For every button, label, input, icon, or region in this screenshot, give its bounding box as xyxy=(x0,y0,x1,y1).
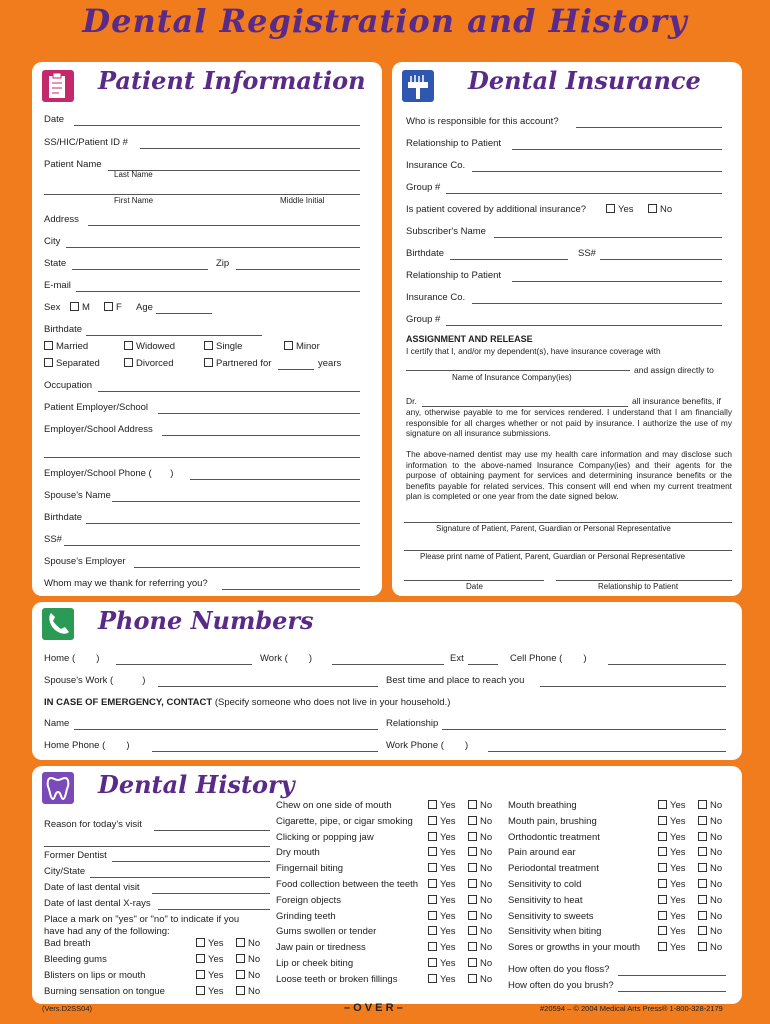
right-condition-yes-option[interactable]: Yes xyxy=(658,847,686,858)
mid-condition-no-option[interactable]: No xyxy=(468,974,492,985)
floss-label: How often do you floss? xyxy=(508,964,610,975)
left-condition-item-label: Bad breath xyxy=(44,938,91,949)
yes-checkbox[interactable] xyxy=(658,879,667,888)
dr-label: Dr. xyxy=(406,396,417,406)
no-checkbox[interactable] xyxy=(468,895,477,904)
company-names-caption: Name of Insurance Company(ies) xyxy=(452,373,572,382)
no-checkbox[interactable] xyxy=(468,863,477,872)
mid-condition-item-label: Dry mouth xyxy=(276,847,320,859)
right-condition-yes-option[interactable]: Yes xyxy=(658,800,686,811)
insurance-company-names-field[interactable] xyxy=(406,370,630,371)
date-field[interactable] xyxy=(74,125,360,126)
right-condition-no-option[interactable]: No xyxy=(698,816,722,827)
mid-condition-yes-option[interactable]: Yes xyxy=(428,816,456,827)
no-checkbox[interactable] xyxy=(236,986,245,995)
insurance-co2-field[interactable] xyxy=(472,303,722,304)
instructions-line-2: have had any of the following: xyxy=(44,926,170,937)
former-dentist-field[interactable] xyxy=(112,861,270,862)
mid-condition-item-label: Food collection between the teeth xyxy=(276,879,419,890)
spouse-name-label: Spouse's Name xyxy=(44,490,111,501)
tooth-icon xyxy=(42,772,74,804)
yes-checkbox[interactable] xyxy=(428,926,437,935)
right-condition-item-label: Periodontal treatment xyxy=(508,863,599,875)
work-phone-label: Work ( ) xyxy=(260,653,313,664)
mid-condition-item-label: Cigarette, pipe, or cigar smoking xyxy=(276,815,413,827)
mid-condition-yes-option[interactable]: Yes xyxy=(428,974,456,985)
middle-initial-caption: Middle Initial xyxy=(280,196,325,205)
subscriber-field[interactable] xyxy=(494,237,722,238)
right-condition-yes-option[interactable]: Yes xyxy=(658,879,686,890)
state-field[interactable] xyxy=(72,269,208,270)
last-xrays-label: Date of last dental X-rays xyxy=(44,898,151,909)
right-condition-yes-option[interactable]: Yes xyxy=(658,816,686,827)
right-condition-no-option[interactable]: No xyxy=(698,832,722,843)
last-name-caption: Last Name xyxy=(114,170,153,179)
yes-checkbox[interactable] xyxy=(428,863,437,872)
employer-address-field[interactable] xyxy=(162,435,360,436)
spouse-ss-field[interactable] xyxy=(64,545,360,546)
phone-panel xyxy=(32,602,742,760)
yes-checkbox[interactable] xyxy=(428,879,437,888)
best-time-label: Best time and place to reach you xyxy=(386,675,525,686)
emergency-home-label: Home Phone ( ) xyxy=(44,740,130,751)
mid-condition-item-label: Foreign objects xyxy=(276,894,341,906)
email-field[interactable] xyxy=(76,291,360,292)
minor-checkbox[interactable] xyxy=(284,341,293,350)
right-condition-item-label: Mouth pain, brushing xyxy=(508,815,597,827)
mid-condition-no-option[interactable]: No xyxy=(468,895,492,906)
relationship2-label: Relationship to Patient xyxy=(406,270,502,281)
no-checkbox[interactable] xyxy=(698,800,707,809)
partnered-option[interactable]: Partnered for xyxy=(204,358,271,369)
mid-condition-item-label: Lip or cheek biting xyxy=(276,958,354,969)
address-label: Address xyxy=(44,214,79,225)
emergency-label: IN CASE OF EMERGENCY, CONTACT (Specify someone who does not live in your household.) xyxy=(44,697,451,708)
employer-field[interactable] xyxy=(158,413,360,414)
benefits-text: any, otherwise payable to me for services rendered. I understand that I am financially responsible for all charges whether or not paid by insurance. I authorize the use of my signature on all insurance submissions. xyxy=(406,407,732,438)
version-code: (Vers.D2SS04) xyxy=(42,1004,93,1013)
subscriber-label: Subscriber's Name xyxy=(406,226,486,237)
mid-condition-item-label: Grinding teeth xyxy=(276,910,336,922)
mid-condition-item-label: Gums swollen or tender xyxy=(276,926,377,938)
ssid-field[interactable] xyxy=(140,148,360,149)
no-checkbox[interactable] xyxy=(698,911,707,920)
home-phone-label: Home ( ) xyxy=(44,653,100,664)
assign-directly-label: and assign directly to xyxy=(634,365,714,375)
employer-address-field-2[interactable] xyxy=(44,457,360,458)
mid-condition-yes-option[interactable]: Yes xyxy=(428,879,456,890)
right-condition-item-label: Pain around ear xyxy=(508,847,576,859)
former-dentist-label: Former Dentist xyxy=(44,850,107,861)
last-visit-label: Date of last dental visit xyxy=(44,882,140,893)
insurance-toothbrush-icon xyxy=(402,70,434,102)
emergency-relationship-label: Relationship xyxy=(386,718,439,729)
best-time-field[interactable] xyxy=(540,686,726,687)
mid-condition-yes-option[interactable]: Yes xyxy=(428,942,456,953)
yes-checkbox[interactable] xyxy=(196,986,205,995)
group-field[interactable] xyxy=(446,193,722,194)
mid-condition-no-option[interactable]: No xyxy=(468,863,492,874)
last-xrays-field[interactable] xyxy=(158,909,270,910)
no-checkbox[interactable] xyxy=(236,970,245,979)
responsible-label: Who is responsible for this account? xyxy=(406,116,559,127)
left-condition-no-option[interactable]: No xyxy=(236,938,260,949)
print-name-caption: Please print name of Patient, Parent, Guardian or Personal Representative xyxy=(420,552,686,561)
sex-m-checkbox[interactable] xyxy=(70,302,79,311)
mid-condition-yes-option[interactable]: Yes xyxy=(428,895,456,906)
left-condition-item-label: Blisters on lips or mouth xyxy=(44,970,146,981)
first-name-field[interactable] xyxy=(44,194,360,195)
print-name-field[interactable] xyxy=(404,550,732,551)
no-checkbox[interactable] xyxy=(698,847,707,856)
right-condition-item-label: Sensitivity to sweets xyxy=(508,910,594,922)
email-label: E-mail xyxy=(44,280,71,291)
no-checkbox[interactable] xyxy=(468,974,477,983)
sub-birthdate-label: Birthdate xyxy=(406,248,445,259)
insurance-header: Dental Insurance xyxy=(468,66,701,95)
emergency-work-field[interactable] xyxy=(488,751,726,752)
right-condition-item-label: Orthodontic treatment xyxy=(508,831,600,843)
emergency-relationship-field[interactable] xyxy=(442,729,726,730)
left-condition-yes-option[interactable]: Yes xyxy=(196,954,224,965)
right-condition-yes-option[interactable]: Yes xyxy=(658,832,686,843)
no-checkbox[interactable] xyxy=(698,816,707,825)
sub-birthdate-field[interactable] xyxy=(450,259,568,260)
page-title: Dental Registration and History xyxy=(82,2,688,40)
rel-patient-field[interactable] xyxy=(556,580,732,581)
ext-label: Ext xyxy=(450,653,464,664)
left-condition-item-label: Burning sensation on tongue xyxy=(44,986,165,997)
phone-handset-icon xyxy=(42,608,74,640)
mid-condition-yes-option[interactable]: Yes xyxy=(428,911,456,922)
sex-m-option[interactable]: M xyxy=(70,302,90,313)
age-field[interactable] xyxy=(156,313,212,314)
additional-no-option[interactable]: No xyxy=(648,204,672,215)
left-condition-no-option[interactable]: No xyxy=(236,970,260,981)
additional-no-checkbox[interactable] xyxy=(648,204,657,213)
no-checkbox[interactable] xyxy=(236,938,245,947)
yes-checkbox[interactable] xyxy=(428,816,437,825)
insurance-panel xyxy=(392,62,742,596)
no-checkbox[interactable] xyxy=(468,816,477,825)
widowed-checkbox[interactable] xyxy=(124,341,133,350)
group-label: Group # xyxy=(406,182,441,193)
widowed-option[interactable]: Widowed xyxy=(124,341,175,352)
patient-header: Patient Information xyxy=(98,66,366,95)
right-condition-yes-option[interactable]: Yes xyxy=(658,863,686,874)
right-condition-item-label: Sensitivity to cold xyxy=(508,879,582,890)
no-checkbox[interactable] xyxy=(698,942,707,951)
insurance-co2-label: Insurance Co. xyxy=(406,292,466,303)
instructions-line-1: Place a mark on "yes" or "no" to indicate if you xyxy=(44,914,240,925)
left-condition-no-option[interactable]: No xyxy=(236,986,260,997)
floss-field[interactable] xyxy=(618,975,726,976)
relationship-label: Relationship to Patient xyxy=(406,138,502,149)
years-label: years xyxy=(318,358,342,369)
cell-phone-field[interactable] xyxy=(608,664,726,665)
single-checkbox[interactable] xyxy=(204,341,213,350)
yes-checkbox[interactable] xyxy=(428,800,437,809)
employer-label: Patient Employer/School xyxy=(44,402,149,413)
divorced-option[interactable]: Divorced xyxy=(124,358,174,369)
partnered-checkbox[interactable] xyxy=(204,358,213,367)
brush-field[interactable] xyxy=(618,991,726,992)
married-option[interactable]: Married xyxy=(44,341,88,352)
right-condition-no-option[interactable]: No xyxy=(698,911,722,922)
last-visit-field[interactable] xyxy=(152,893,270,894)
no-checkbox[interactable] xyxy=(698,863,707,872)
occupation-label: Occupation xyxy=(44,380,93,391)
referral-field[interactable] xyxy=(222,589,360,590)
right-condition-yes-option[interactable]: Yes xyxy=(658,926,686,937)
no-checkbox[interactable] xyxy=(468,879,477,888)
mid-condition-yes-option[interactable]: Yes xyxy=(428,958,456,969)
additional-yes-checkbox[interactable] xyxy=(606,204,615,213)
brush-label: How often do you brush? xyxy=(508,980,614,991)
no-checkbox[interactable] xyxy=(236,954,245,963)
signature-caption: Signature of Patient, Parent, Guardian or Personal Representative xyxy=(436,524,671,533)
right-condition-yes-option[interactable]: Yes xyxy=(658,942,686,953)
mid-condition-yes-option[interactable]: Yes xyxy=(428,847,456,858)
relationship2-field[interactable] xyxy=(512,281,722,282)
yes-checkbox[interactable] xyxy=(658,926,667,935)
city-label: City xyxy=(44,236,61,247)
sex-f-option[interactable]: F xyxy=(104,302,122,313)
employer-address-label: Employer/School Address xyxy=(44,424,153,435)
no-checkbox[interactable] xyxy=(468,832,477,841)
sub-ss-label: SS# xyxy=(578,248,596,259)
additional-yes-option[interactable]: Yes xyxy=(606,204,634,215)
phone-header: Phone Numbers xyxy=(98,606,314,635)
spouse-name-field[interactable] xyxy=(112,501,360,502)
right-condition-no-option[interactable]: No xyxy=(698,847,722,858)
right-condition-no-option[interactable]: No xyxy=(698,800,722,811)
mid-condition-yes-option[interactable]: Yes xyxy=(428,926,456,937)
mid-condition-no-option[interactable]: No xyxy=(468,847,492,858)
yes-checkbox[interactable] xyxy=(658,942,667,951)
yes-checkbox[interactable] xyxy=(428,958,437,967)
yes-checkbox[interactable] xyxy=(658,863,667,872)
history-header: Dental History xyxy=(98,770,295,799)
employer-phone-label: Employer/School Phone ( ) xyxy=(44,468,174,479)
no-checkbox[interactable] xyxy=(468,958,477,967)
history-panel xyxy=(32,766,742,1004)
mid-condition-no-option[interactable]: No xyxy=(468,926,492,937)
yes-checkbox[interactable] xyxy=(658,895,667,904)
yes-checkbox[interactable] xyxy=(658,832,667,841)
mid-condition-no-option[interactable]: No xyxy=(468,958,492,969)
minor-option[interactable]: Minor xyxy=(284,341,320,352)
left-condition-yes-option[interactable]: Yes xyxy=(196,938,224,949)
married-checkbox[interactable] xyxy=(44,341,53,350)
spouse-work-field[interactable] xyxy=(158,686,378,687)
mid-condition-no-option[interactable]: No xyxy=(468,911,492,922)
emergency-home-field[interactable] xyxy=(152,751,378,752)
mid-condition-yes-option[interactable]: Yes xyxy=(428,863,456,874)
mid-condition-item-label: Loose teeth or broken fillings xyxy=(276,973,398,985)
yes-checkbox[interactable] xyxy=(428,911,437,920)
mid-condition-yes-option[interactable]: Yes xyxy=(428,800,456,811)
mid-condition-no-option[interactable]: No xyxy=(468,942,492,953)
mid-condition-no-option[interactable]: No xyxy=(468,832,492,843)
yes-checkbox[interactable] xyxy=(658,816,667,825)
no-checkbox[interactable] xyxy=(698,895,707,904)
date-label: Date xyxy=(44,114,65,125)
yes-checkbox[interactable] xyxy=(196,970,205,979)
ssid-label: SS/HIC/Patient ID # xyxy=(44,137,128,148)
birthdate-field[interactable] xyxy=(86,335,262,336)
age-label: Age xyxy=(136,302,153,313)
address-field[interactable] xyxy=(88,225,360,226)
emergency-work-label: Work Phone ( ) xyxy=(386,740,469,751)
right-condition-no-option[interactable]: No xyxy=(698,942,722,953)
spouse-ss-label: SS# xyxy=(44,534,62,545)
partnered-years-field[interactable] xyxy=(278,369,314,370)
patient-clipboard-icon xyxy=(42,70,74,102)
yes-checkbox[interactable] xyxy=(658,800,667,809)
first-name-caption: First Name xyxy=(114,196,154,205)
zip-label: Zip xyxy=(216,258,230,269)
group2-field[interactable] xyxy=(446,325,722,326)
group2-label: Group # xyxy=(406,314,441,325)
cell-phone-label: Cell Phone ( ) xyxy=(510,653,587,664)
home-phone-field[interactable] xyxy=(116,664,252,665)
spouse-work-label: Spouse's Work ( ) xyxy=(44,675,146,686)
spouse-birthdate-field[interactable] xyxy=(86,523,360,524)
mid-condition-no-option[interactable]: No xyxy=(468,879,492,890)
right-condition-item-label: Sensitivity when biting xyxy=(508,926,602,938)
mid-condition-no-option[interactable]: No xyxy=(468,816,492,827)
separated-option[interactable]: Separated xyxy=(44,358,100,369)
sign-date-field[interactable] xyxy=(404,580,544,581)
left-condition-yes-option[interactable]: Yes xyxy=(196,970,224,981)
no-checkbox[interactable] xyxy=(468,911,477,920)
right-condition-yes-option[interactable]: Yes xyxy=(658,911,686,922)
mid-condition-item-label: Jaw pain or tiredness xyxy=(276,942,366,954)
yes-checkbox[interactable] xyxy=(428,895,437,904)
zip-field[interactable] xyxy=(236,269,360,270)
no-checkbox[interactable] xyxy=(468,926,477,935)
left-condition-no-option[interactable]: No xyxy=(236,954,260,965)
right-condition-item-label: Sensitivity to heat xyxy=(508,894,583,906)
yes-checkbox[interactable] xyxy=(428,942,437,951)
relationship-field[interactable] xyxy=(512,149,722,150)
no-checkbox[interactable] xyxy=(468,847,477,856)
right-condition-yes-option[interactable]: Yes xyxy=(658,895,686,906)
citystate-label: City/State xyxy=(44,866,86,877)
citystate-field[interactable] xyxy=(90,877,270,878)
emergency-name-field[interactable] xyxy=(74,729,378,730)
signature-field[interactable] xyxy=(404,522,732,523)
mid-condition-no-option[interactable]: No xyxy=(468,800,492,811)
no-checkbox[interactable] xyxy=(698,926,707,935)
yes-checkbox[interactable] xyxy=(428,974,437,983)
spouse-birthdate-label: Birthdate xyxy=(44,512,83,523)
additional-insurance-label: Is patient covered by additional insurance? xyxy=(406,204,587,215)
release-text: The above-named dentist may use my health care information and may disclose such information to the above-named Insurance Company(ies) and their agents for the purpose of obtaining payment for services and determining insurance benefits or the benefits payable for related services. This consent will end when my current treatment plan is completed or one year from the date signed below. xyxy=(406,449,732,501)
patient-panel xyxy=(32,62,382,596)
right-condition-no-option[interactable]: No xyxy=(698,895,722,906)
mid-condition-item-label: Chew on one side of mouth xyxy=(276,800,392,811)
city-field[interactable] xyxy=(66,247,360,248)
right-condition-no-option[interactable]: No xyxy=(698,879,722,890)
work-phone-field[interactable] xyxy=(332,664,444,665)
no-checkbox[interactable] xyxy=(468,942,477,951)
yes-checkbox[interactable] xyxy=(196,954,205,963)
reason-label: Reason for today's visit xyxy=(44,819,142,830)
referral-label: Whom may we thank for referring you? xyxy=(44,578,208,589)
divorced-checkbox[interactable] xyxy=(124,358,133,367)
insurance-co-field[interactable] xyxy=(472,171,722,172)
certify-text: I certify that I, and/or my dependent(s), have insurance coverage with xyxy=(406,346,661,356)
state-label: State xyxy=(44,258,67,269)
reason-field-2[interactable] xyxy=(44,846,270,847)
occupation-field[interactable] xyxy=(98,391,360,392)
left-condition-yes-option[interactable]: Yes xyxy=(196,986,224,997)
sex-label: Sex xyxy=(44,302,61,313)
responsible-field[interactable] xyxy=(576,127,722,128)
sub-ss-field[interactable] xyxy=(600,259,722,260)
yes-checkbox[interactable] xyxy=(196,938,205,947)
right-condition-no-option[interactable]: No xyxy=(698,863,722,874)
employer-phone-field[interactable] xyxy=(190,479,360,480)
separated-checkbox[interactable] xyxy=(44,358,53,367)
over-label: – O V E R – xyxy=(344,1002,403,1014)
patient-name-label: Patient Name xyxy=(44,159,102,170)
benefits-label: all insurance benefits, if xyxy=(632,396,721,406)
no-checkbox[interactable] xyxy=(698,832,707,841)
insurance-co-label: Insurance Co. xyxy=(406,160,466,171)
no-checkbox[interactable] xyxy=(468,800,477,809)
right-condition-item-label: Sores or growths in your mouth xyxy=(508,942,641,954)
reason-field[interactable] xyxy=(154,830,270,831)
spouse-employer-field[interactable] xyxy=(134,567,360,568)
mid-condition-item-label: Clicking or popping jaw xyxy=(276,831,374,843)
spouse-employer-label: Spouse's Employer xyxy=(44,556,126,567)
yes-checkbox[interactable] xyxy=(658,911,667,920)
right-condition-item-label: Mouth breathing xyxy=(508,800,577,811)
sign-date-caption: Date xyxy=(466,582,483,591)
sex-f-checkbox[interactable] xyxy=(104,302,113,311)
single-option[interactable]: Single xyxy=(204,341,242,352)
mid-condition-yes-option[interactable]: Yes xyxy=(428,832,456,843)
mid-condition-item-label: Fingernail biting xyxy=(276,863,344,875)
birthdate-label: Birthdate xyxy=(44,324,83,335)
right-condition-no-option[interactable]: No xyxy=(698,926,722,937)
yes-checkbox[interactable] xyxy=(428,832,437,841)
yes-checkbox[interactable] xyxy=(658,847,667,856)
emergency-name-label: Name xyxy=(44,718,70,729)
ext-field[interactable] xyxy=(468,664,498,665)
assignment-title: ASSIGNMENT AND RELEASE xyxy=(406,334,533,344)
no-checkbox[interactable] xyxy=(698,879,707,888)
yes-checkbox[interactable] xyxy=(428,847,437,856)
copyright-label: #20594 – © 2004 Medical Arts Press® 1-800-328-2179 xyxy=(540,1004,723,1013)
left-condition-item-label: Bleeding gums xyxy=(44,954,107,965)
rel-patient-caption: Relationship to Patient xyxy=(598,582,679,591)
